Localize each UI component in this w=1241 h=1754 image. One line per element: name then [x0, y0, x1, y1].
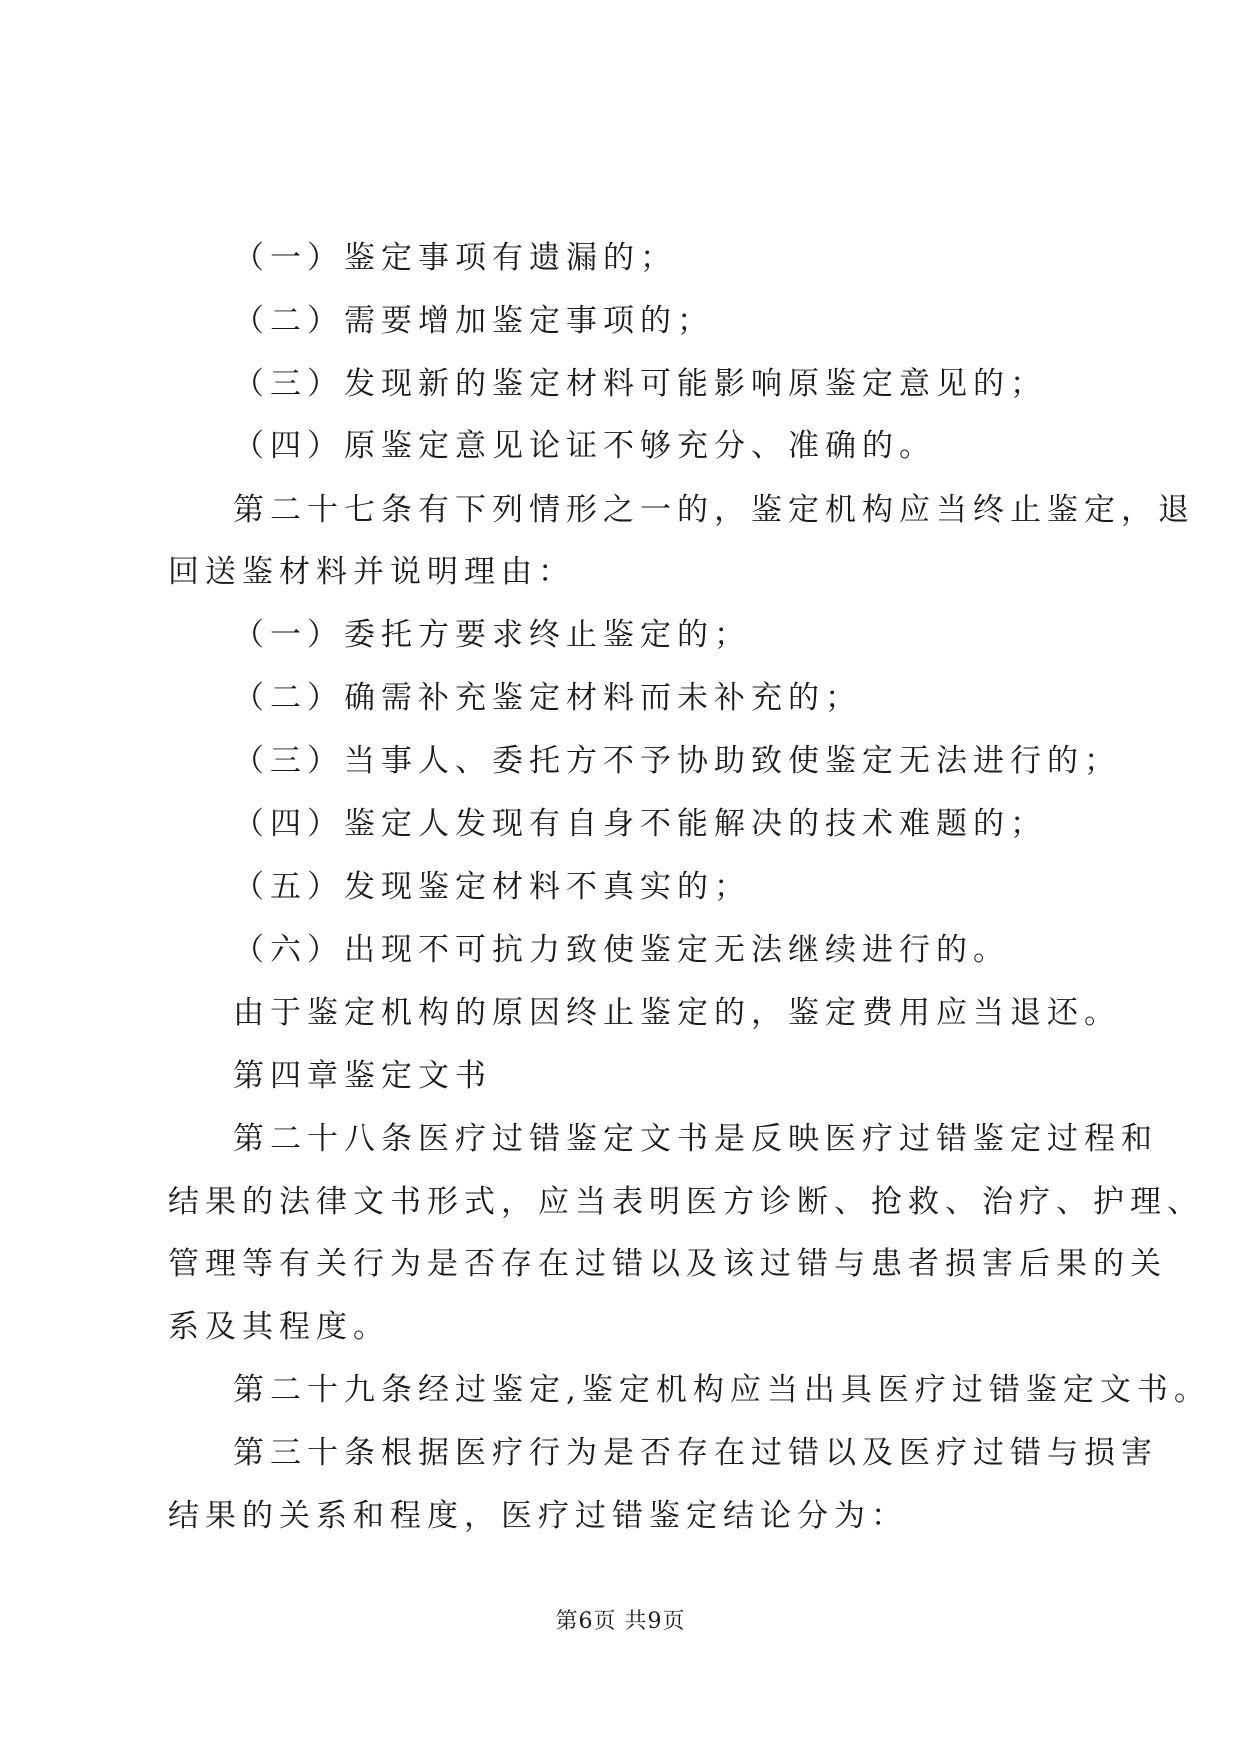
- article-27-line-2: 回送鉴材料并说明理由：: [168, 554, 575, 590]
- article-27-line-1: 第二十七条有下列情形之一的，鉴定机构应当终止鉴定，退: [233, 492, 1195, 528]
- list-item-1: （一）鉴定事项有遗漏的；: [233, 240, 677, 276]
- page-number: 第6页 共9页: [555, 1609, 686, 1634]
- list-item-2: （二）需要增加鉴定事项的；: [233, 303, 714, 339]
- article-28-line-2: 结果的法律文书形式，应当表明医方诊断、抢救、治疗、护理、: [168, 1184, 1204, 1220]
- article-28-line-1: 第二十八条医疗过错鉴定文书是反映医疗过错鉴定过程和: [233, 1121, 1158, 1157]
- list-item-5: （五）发现鉴定材料不真实的；: [233, 869, 751, 905]
- list-item-2: （二）确需补充鉴定材料而未补充的；: [233, 680, 862, 716]
- article-28-line-4: 系及其程度。: [168, 1309, 390, 1345]
- article-29: 第二十九条经过鉴定,鉴定机构应当出具医疗过错鉴定文书。: [233, 1372, 1211, 1408]
- article-28-line-3: 管理等有关行为是否存在过错以及该过错与患者损害后果的关: [168, 1246, 1167, 1282]
- article-30-line-1: 第三十条根据医疗行为是否存在过错以及医疗过错与损害: [233, 1435, 1158, 1471]
- list-item-4: （四）鉴定人发现有自身不能解决的技术难题的；: [233, 806, 1047, 842]
- list-item-6: （六）出现不可抗力致使鉴定无法继续进行的。: [233, 932, 1010, 968]
- article-30-line-2: 结果的关系和程度，医疗过错鉴定结论分为：: [168, 1498, 908, 1534]
- chapter-heading: 第四章鉴定文书: [233, 1058, 492, 1094]
- paragraph: 由于鉴定机构的原因终止鉴定的，鉴定费用应当退还。: [233, 995, 1121, 1031]
- list-item-3: （三）当事人、委托方不予协助致使鉴定无法进行的；: [233, 743, 1121, 779]
- list-item-1: （一）委托方要求终止鉴定的；: [233, 617, 751, 653]
- list-item-4: （四）原鉴定意见论证不够充分、准确的。: [233, 428, 936, 464]
- list-item-3: （三）发现新的鉴定材料可能影响原鉴定意见的；: [233, 366, 1047, 402]
